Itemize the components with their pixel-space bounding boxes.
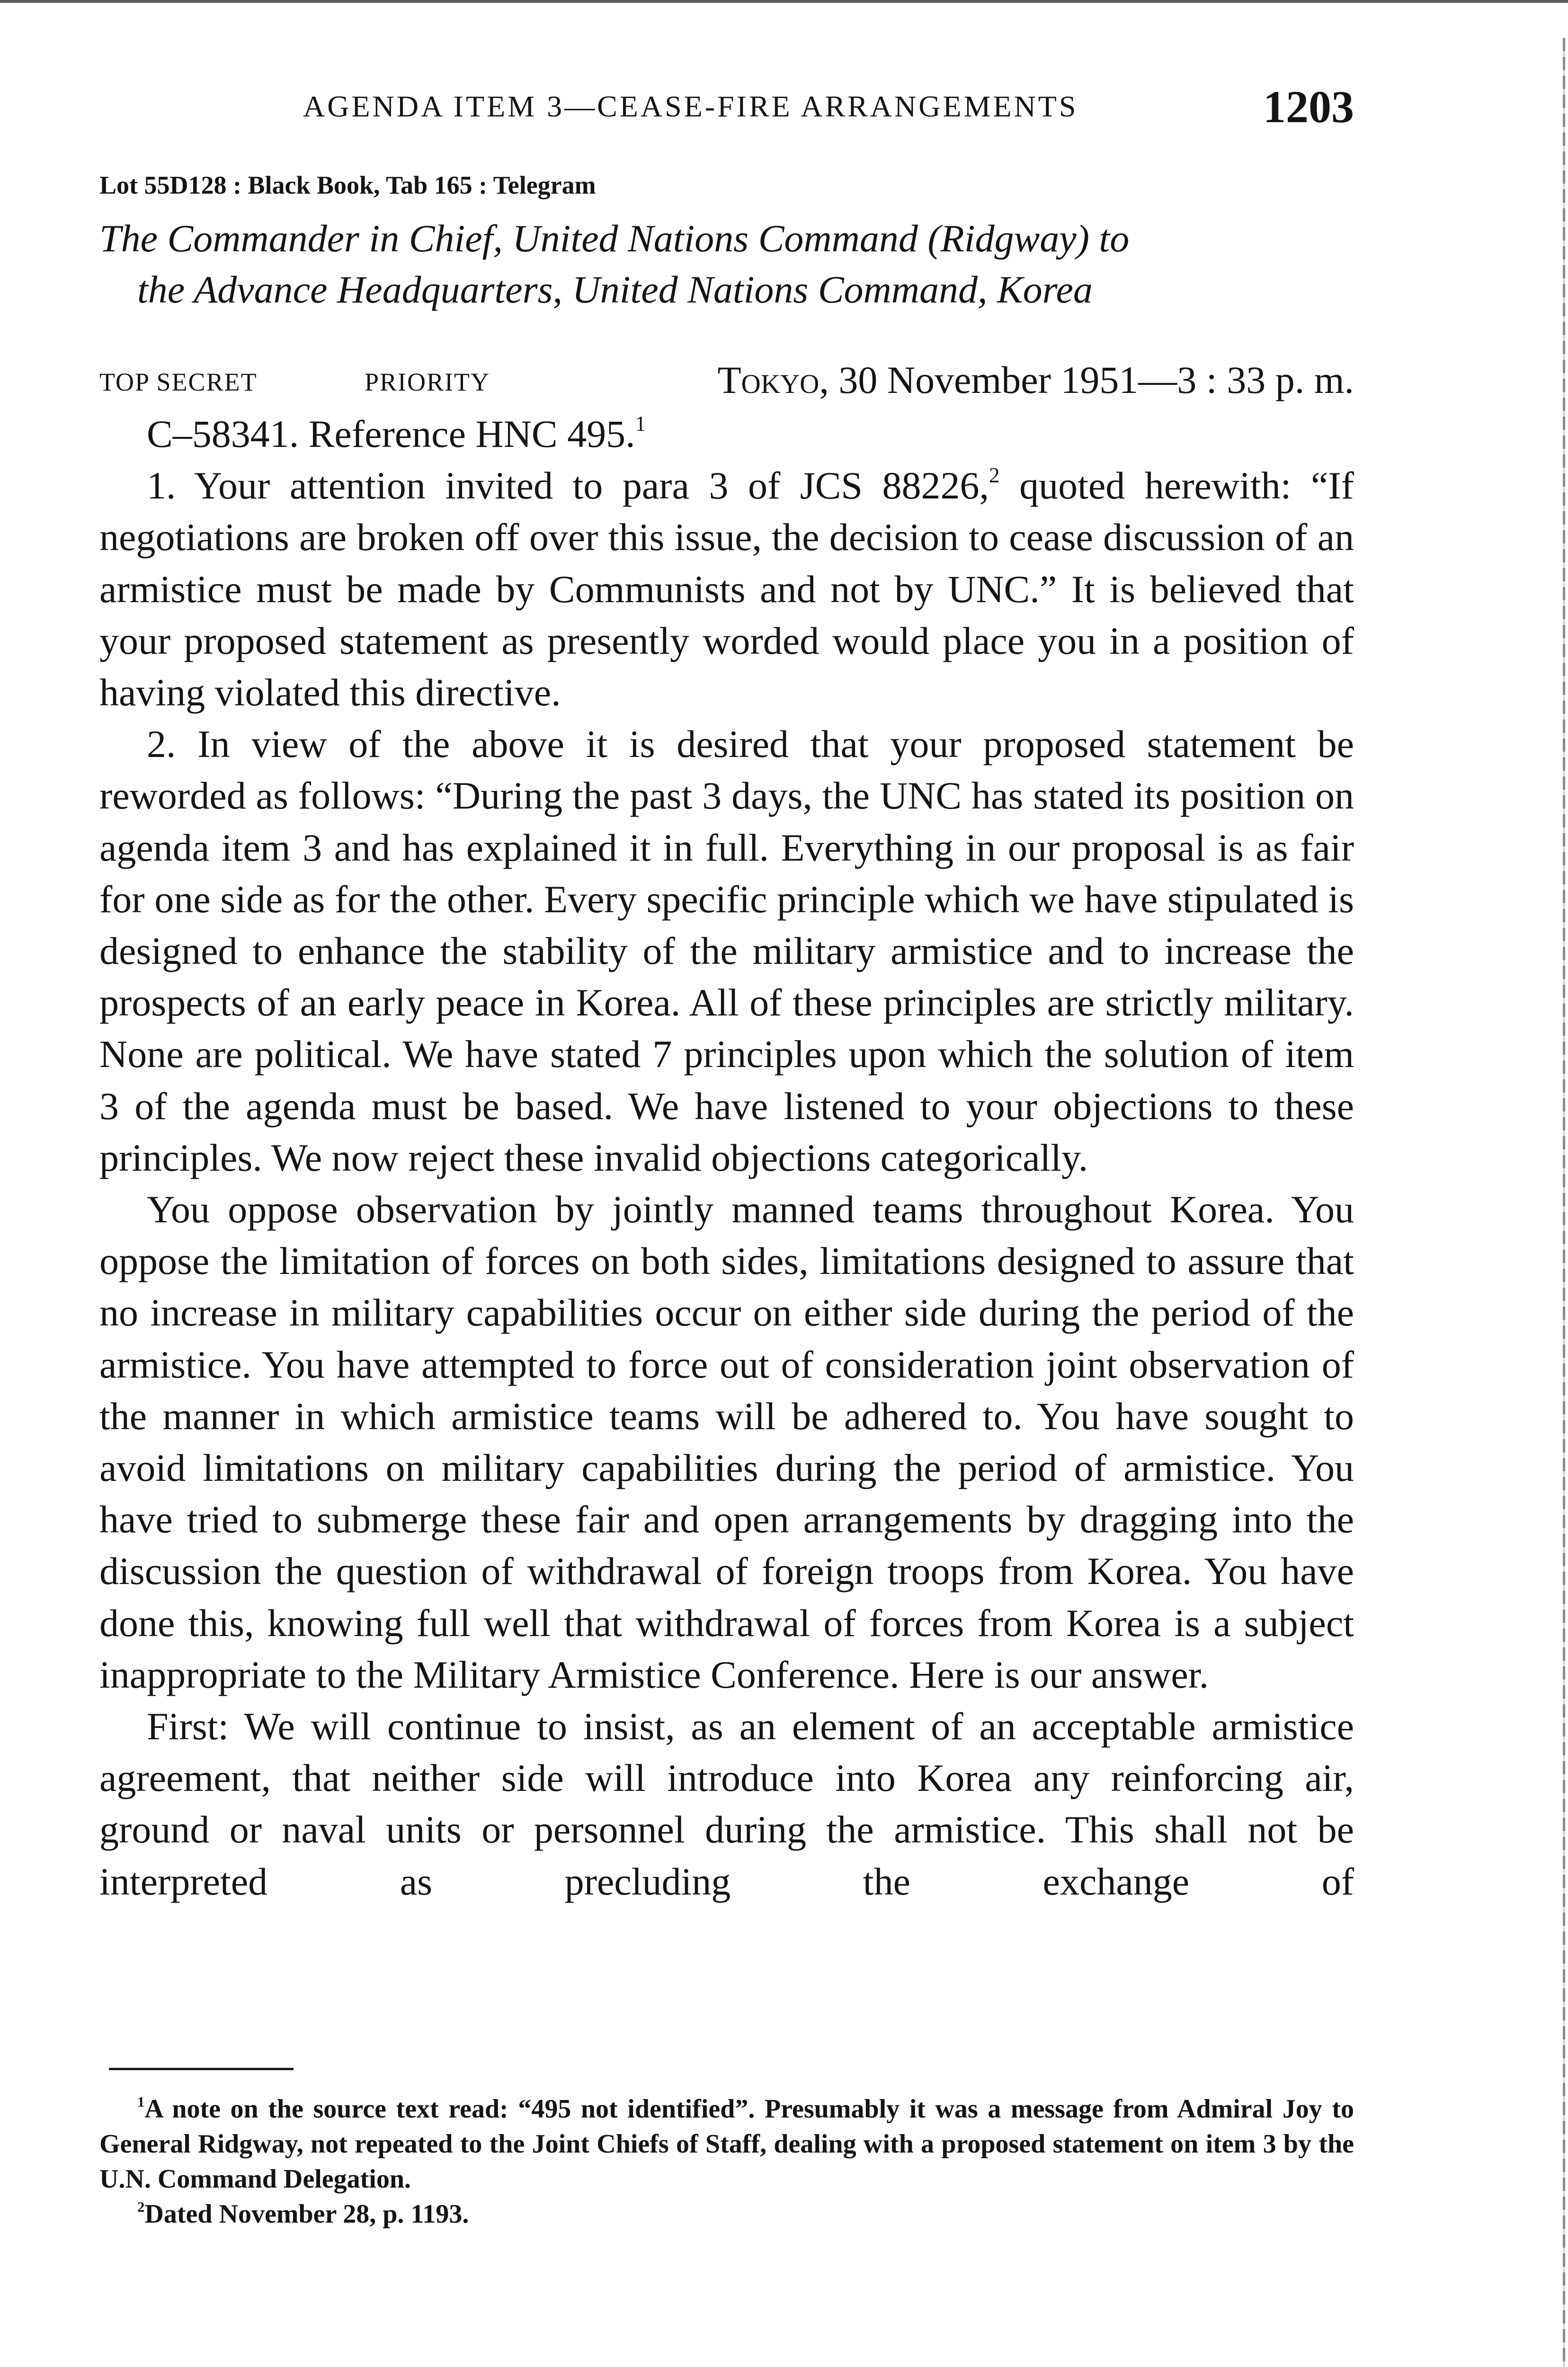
footnote-1-marker: 1 (137, 2093, 145, 2110)
paragraph-4: First: We will continue to insist, as an element of an acceptable armistice agreement, that neither side will introduce into Korea any reinforcing air, ground or naval units or personnel during the armistice. This shall not be interpreted as precluding the exchange of (99, 1705, 1354, 1903)
paragraph-1-text-b: quoted herewith: “If negotiations are broken off over this issue, the decision to cease discussion of an armistice must be made by Communists and not by UNC.” It is believed that your proposed statement as presently worded would place you in a position of having violated this directive. (99, 464, 1354, 714)
footnote-2 (99, 2197, 1354, 2232)
dateline (718, 358, 1354, 402)
place-rest: okyo (741, 358, 820, 401)
page-edge-shadow (1563, 38, 1565, 2367)
footnote-2-text: Dated November 28, p. 1193. (144, 2199, 469, 2229)
running-head (99, 80, 1354, 137)
page-number: 1203 (1263, 81, 1354, 132)
footnote-divider (109, 2068, 294, 2070)
footnote-marker-2: 2 (989, 463, 1000, 488)
paragraph-3: You oppose observation by jointly manned teams throughout Korea. You oppose the limitation of forces on both sides, limitations designed to assure that no increase in military capabilities occur on either side during the period of the armistice. You have attempted to force out of consideration joint observation of the manner in which armistice teams will be adhered to. You have sought to avoid limitations on military capabilities during the period of armistice. You have tried to submerge these fair and open arrangements by dragging into the discussion the question of withdrawal of foreign troops from Korea. You have done this, knowing full well that withdrawal of forces from Korea is a subject inappropriate to the Military Armistice Conference. Here is our answer. (99, 1188, 1354, 1696)
footnote-2-marker: 2 (137, 2198, 145, 2215)
classification-label: TOP SECRET (99, 368, 258, 396)
top-scan-border (0, 0, 1568, 3)
document-title-line-1: The Commander in Chief, United Nations Command (Ridgway) to (99, 217, 1130, 260)
footnote-1 (99, 2091, 1354, 2197)
telegram-header (99, 358, 1354, 405)
paragraph-1-text-a: 1. Your attention invited to para 3 of JCS 88226, (147, 464, 989, 507)
date-time: , 30 November 1951—3 : 33 p. m. (819, 358, 1354, 401)
reference-text: C–58341. Reference HNC 495. (147, 412, 635, 455)
footnotes (99, 2091, 1354, 2232)
source-citation: Lot 55D128 : Black Book, Tab 165 : Telegram (99, 171, 596, 199)
footnote-marker-1: 1 (635, 412, 646, 436)
place-initial: T (717, 358, 741, 401)
running-head-title: AGENDA ITEM 3—CEASE-FIRE ARRANGEMENTS (303, 89, 1078, 123)
telegram-body (99, 408, 1354, 1907)
paragraph-1 (99, 460, 1354, 718)
paragraph-2: 2. In view of the above it is desired that your proposed statement be reworded as follows: “During the past 3 days, the UNC has stated its position on agenda item 3 and has explained it in full. Everything in our proposal is as fair for one side as for the other. Every specific principle which we have stipulated is designed to enhance the stability of the military armistice and to increase the prospects of an early peace in Korea. All of these principles are strictly military. None are political. We have stated 7 principles upon which the solution of item 3 of the agenda must be based. We have listened to your objections to these principles. We now reject these invalid objections categorically. (99, 722, 1354, 1179)
document-title (99, 213, 1354, 315)
priority-label: PRIORITY (365, 368, 490, 396)
footnote-1-text: A note on the source text read: “495 not identified”. Presumably it was a message from Admiral Joy to General Ridgway, not repeated to the Joint Chiefs of Staff, dealing with a proposed statement on item 3 by the U.N. Command Delegation. (99, 2094, 1354, 2194)
document-title-line-2: the Advance Headquarters, United Nations Command, Korea (137, 268, 1093, 311)
reference-line (99, 408, 1354, 460)
